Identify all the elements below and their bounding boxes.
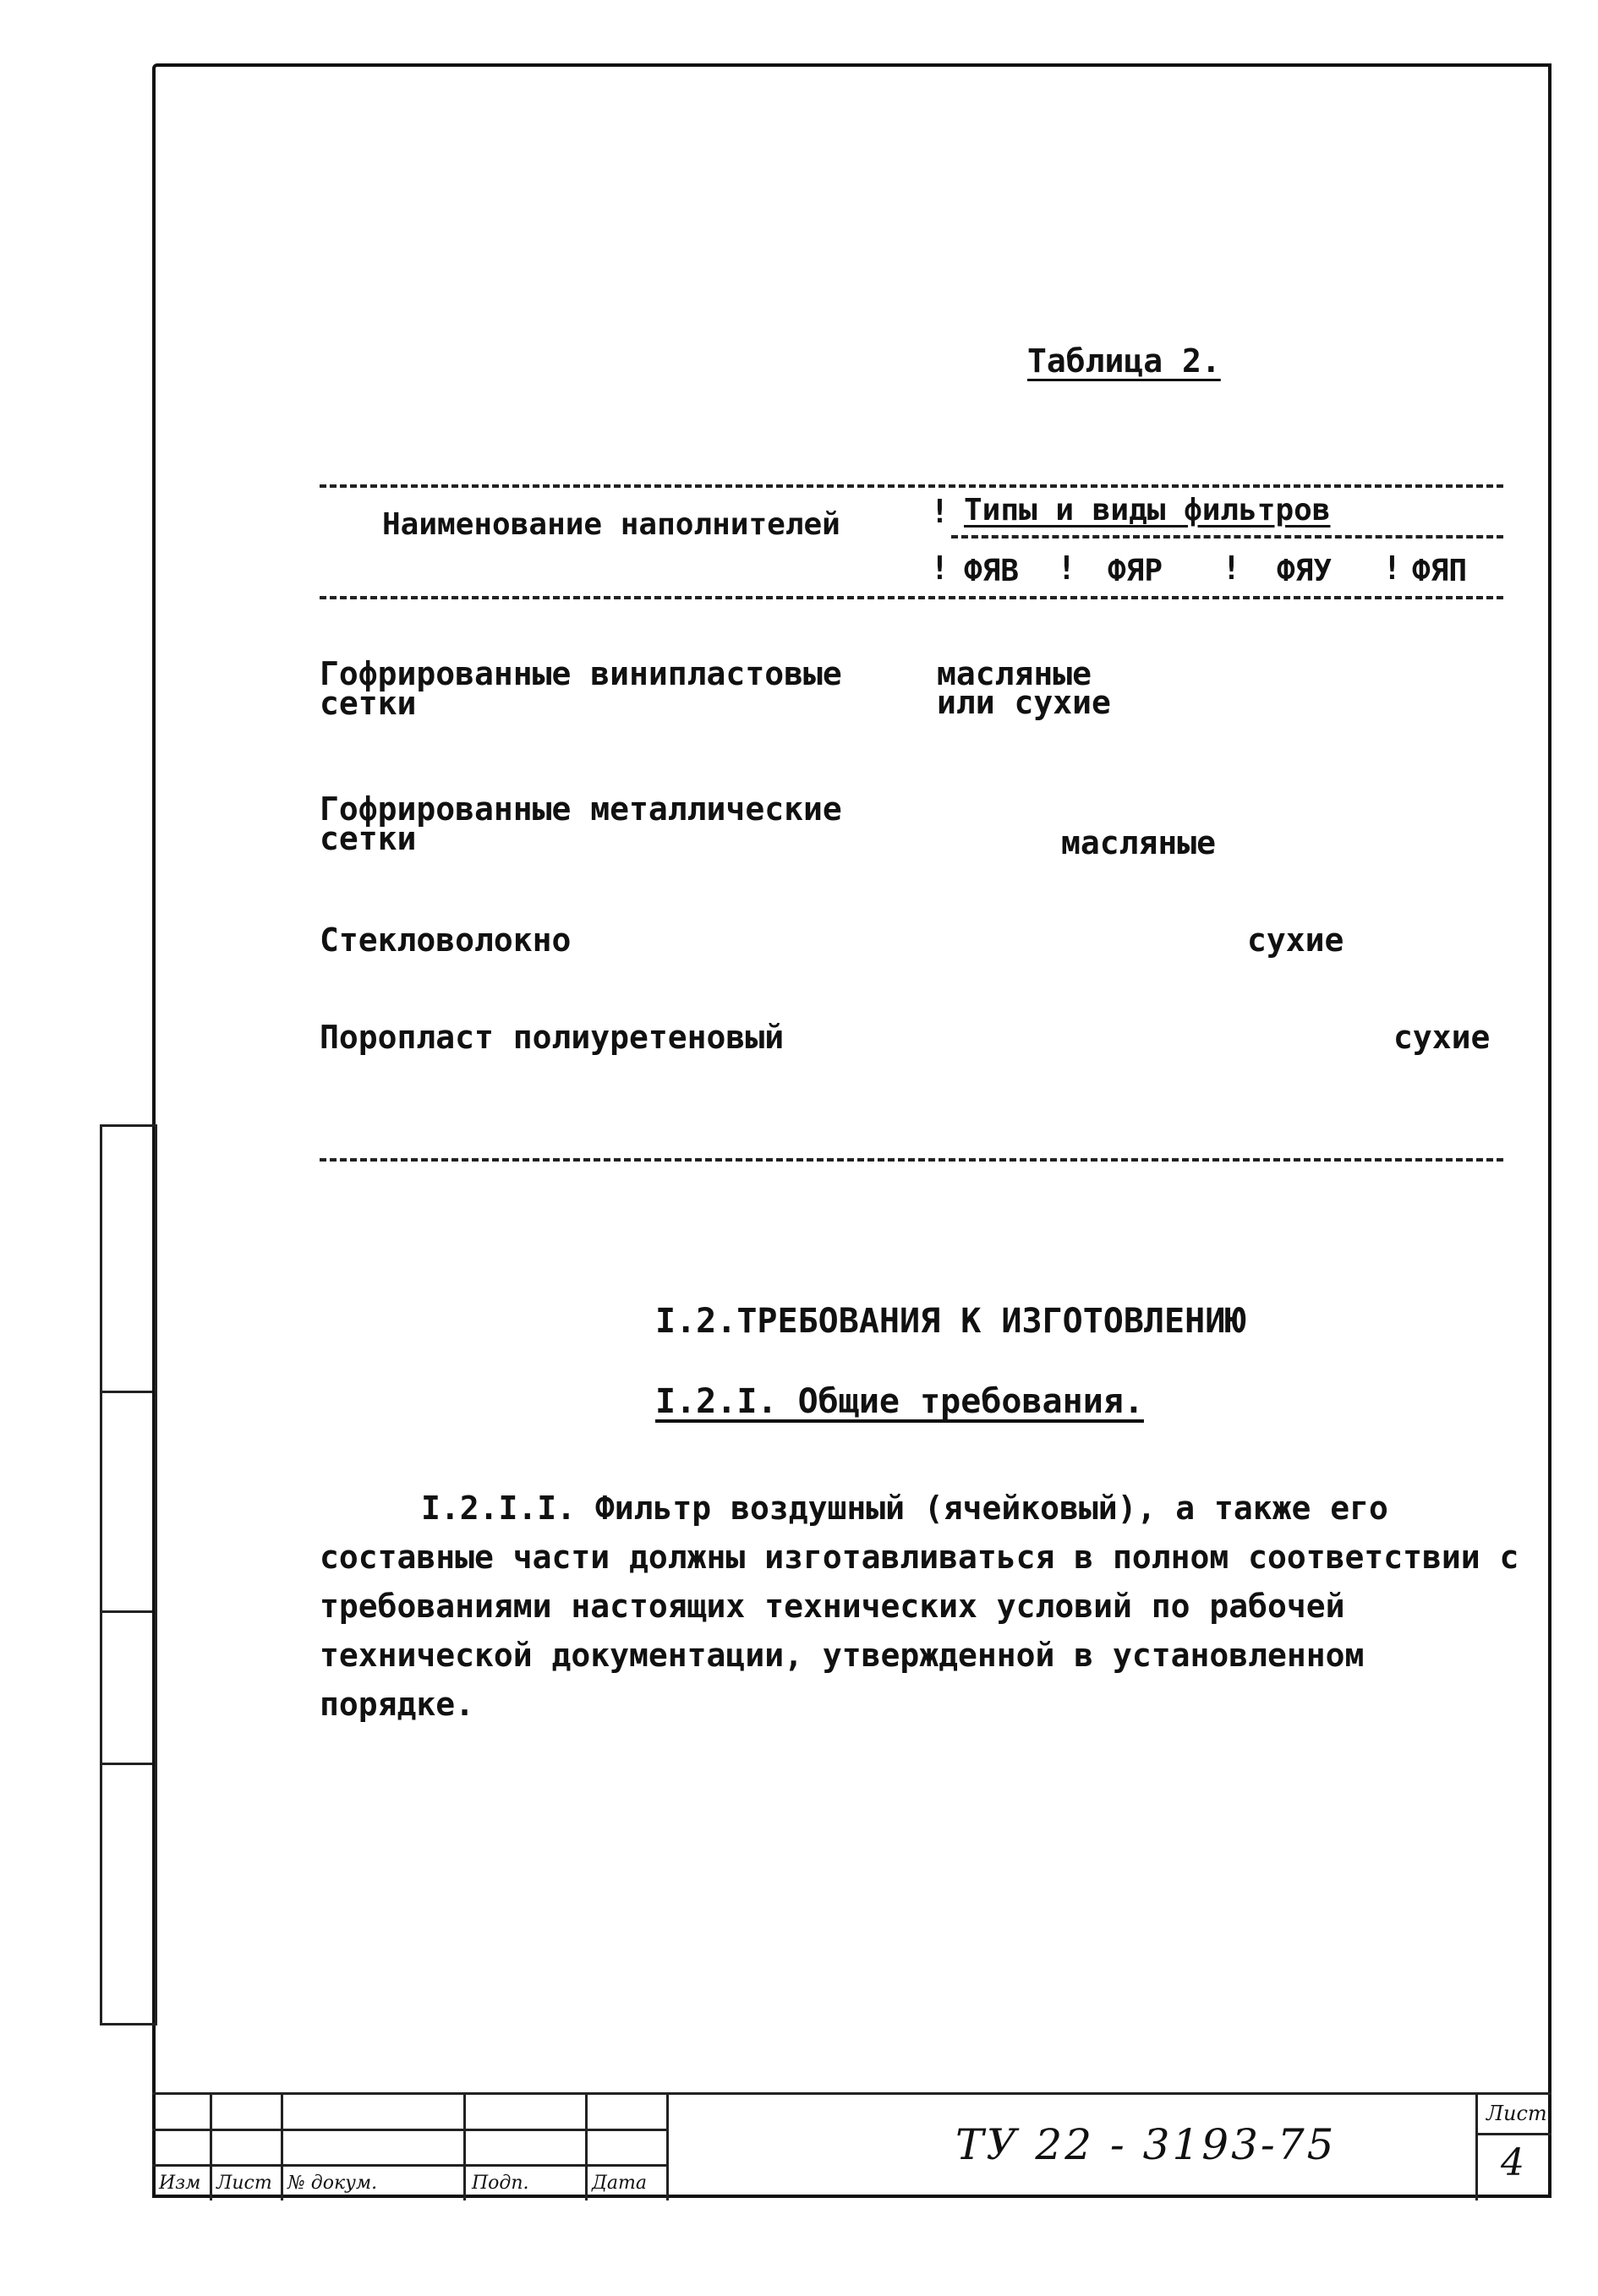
stamp-label-izm: Изм	[159, 2173, 201, 2194]
type-header-fyap: ФЯП	[1412, 554, 1468, 588]
row-name: сетки	[320, 685, 417, 722]
table-header-rule	[320, 596, 1503, 599]
type-header-fyau: ФЯУ	[1277, 554, 1333, 588]
subsection-title: I.2.I. Общие требования.	[655, 1382, 1144, 1421]
table-group-rule	[951, 535, 1503, 538]
row-value: масляные	[1061, 824, 1217, 861]
stamp-divider	[281, 2095, 283, 2200]
row-name: сетки	[320, 820, 417, 857]
requirement-paragraph	[320, 1484, 1520, 1729]
row-name: Стекловолокно	[320, 921, 572, 959]
header-separator: !	[1382, 549, 1402, 587]
stamp-label-list: Лист	[216, 2173, 272, 2194]
stamp-divider	[1475, 2095, 1478, 2200]
stamp-divider	[1475, 2133, 1551, 2135]
type-header-fyar: ФЯР	[1108, 554, 1163, 588]
table-header-group: Типы и виды фильтров	[964, 493, 1331, 528]
title-block	[152, 2092, 1551, 2200]
binding-divider	[100, 1763, 152, 1765]
type-header-fyav: ФЯВ	[964, 554, 1020, 588]
stamp-divider	[666, 2095, 669, 2200]
section-title: I.2.ТРЕБОВАНИЯ К ИЗГОТОВЛЕНИЮ	[655, 1302, 1246, 1341]
row-name: Гофрированные металлические	[320, 790, 842, 828]
stamp-divider	[463, 2095, 466, 2200]
binding-divider	[100, 1391, 152, 1393]
table-top-rule	[320, 484, 1503, 488]
table-caption: Таблица 2.	[1027, 342, 1221, 380]
table-header-name: Наименование наполнителей	[382, 507, 840, 542]
page-frame	[152, 63, 1551, 2198]
stamp-divider	[585, 2095, 588, 2200]
stamp-divider	[152, 2129, 668, 2131]
header-separator: !	[930, 493, 949, 530]
stamp-divider	[152, 2164, 668, 2167]
stamp-label-data: Дата	[592, 2173, 647, 2194]
row-value: масляные или сухие	[937, 655, 1111, 721]
binding-strip	[100, 1124, 157, 2025]
stamp-label-docnum: № докум.	[287, 2173, 378, 2194]
sheet-label: Лист	[1486, 2102, 1547, 2125]
header-separator: !	[1222, 549, 1241, 587]
stamp-label-podp: Подп.	[472, 2173, 529, 2194]
row-value: сухие	[1393, 1019, 1491, 1056]
stamp-divider	[210, 2095, 212, 2200]
sheet-number: 4	[1501, 2141, 1524, 2184]
row-name: Поропласт полиуретеновый	[320, 1019, 785, 1056]
header-separator: !	[930, 549, 949, 587]
document-code: ТУ 22 - 3193-75	[955, 2120, 1337, 2169]
binding-divider	[100, 1610, 152, 1613]
table-bottom-rule	[320, 1158, 1503, 1162]
paragraph-text: Фильтр воздушный (ячейковый), а также его составные части должны изготавливаться в полном соответствии с требованиями настоящих технических условий по рабочей технической документации, утвержденной в установленном порядке.	[320, 1490, 1519, 1723]
row-value: сухие	[1247, 921, 1344, 959]
row-name: Гофрированные винипластовые	[320, 655, 842, 692]
header-separator: !	[1057, 549, 1076, 587]
paragraph-number: I.2.I.I.	[421, 1490, 577, 1527]
